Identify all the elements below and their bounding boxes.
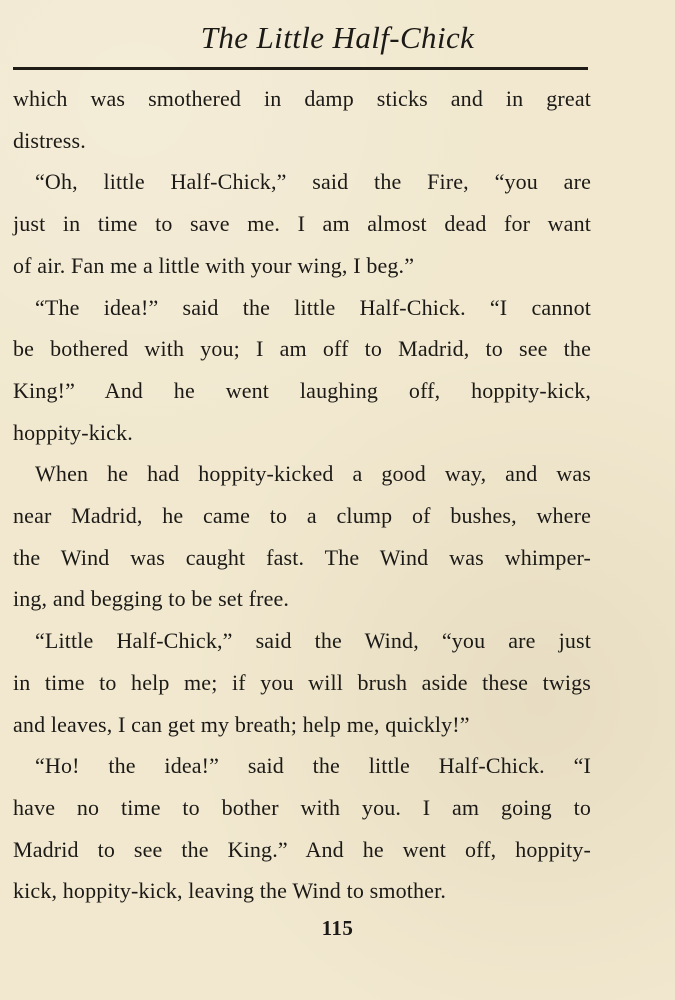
- text-line: Madrid to see the King.” And he went off, hoppity-: [13, 836, 591, 862]
- text-line: “Oh, little Half-Chick,” said the Fire, “you are: [35, 169, 591, 195]
- header-rule: [13, 67, 588, 70]
- text-line: “Little Half-Chick,” said the Wind, “you are just: [35, 628, 591, 654]
- page-number: 115: [321, 916, 354, 940]
- text-line: “Ho! the idea!” said the little Half-Chick. “I: [35, 753, 591, 779]
- text-line: “The idea!” said the little Half-Chick. “I cannot: [35, 294, 591, 320]
- text-line: and leaves, I can get my breath; help me, quickly!”: [13, 711, 470, 737]
- text-line: the Wind was caught fast. The Wind was whimper-: [13, 544, 591, 570]
- text-line: in time to help me; if you will brush aside these twigs: [13, 669, 591, 695]
- text-line: hoppity-kick.: [13, 419, 133, 445]
- text-line: near Madrid, he came to a clump of bushes, where: [13, 503, 591, 529]
- text-line: be bothered with you; I am off to Madrid, to see the: [13, 336, 591, 362]
- text-line: which was smothered in damp sticks and in great: [13, 86, 591, 111]
- running-head: The Little Half-Chick: [200, 20, 475, 55]
- body-text: [13, 78, 591, 912]
- text-line: King!” And he went laughing off, hoppity-kick,: [13, 377, 591, 403]
- text-line: distress.: [13, 127, 86, 153]
- text-line: just in time to save me. I am almost dead for want: [13, 211, 591, 237]
- text-line: ing, and begging to be set free.: [13, 586, 290, 612]
- text-line: have no time to bother with you. I am going to: [13, 794, 591, 820]
- text-line: of air. Fan me a little with your wing, I beg.”: [13, 252, 415, 278]
- text-line: kick, hoppity-kick, leaving the Wind to smother.: [13, 878, 447, 904]
- text-line: When he had hoppity-kicked a good way, and was: [35, 461, 591, 487]
